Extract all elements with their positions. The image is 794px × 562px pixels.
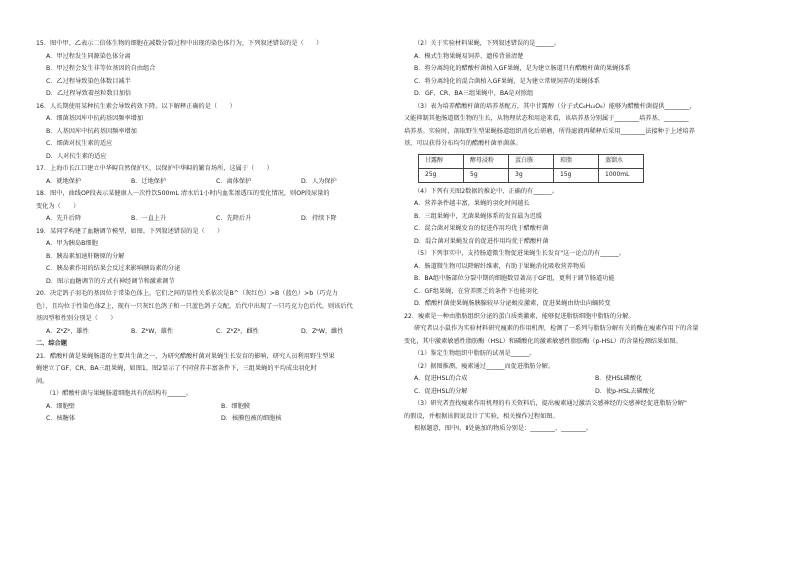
question-16: [36, 101, 386, 164]
option-b: B．三组果蝇中，无菌果蝇体系的发育最为迟缓: [414, 212, 542, 220]
option-a: A．先升后降: [46, 215, 82, 222]
question-stem: （5）下列事实中，支持肠道微生物促进果蝇生长发育"这一论点的有______。: [414, 250, 625, 257]
option-b: B．迁地保护: [131, 177, 167, 185]
option-b: B．细胞膜: [221, 402, 250, 410]
option-a: A．细菌基因库中抗药基因频率增加: [46, 115, 144, 122]
question-22: [404, 311, 766, 436]
question-stem: 18．图中，曲线OP段表示某健康人一次性饮500mL 清水后1小时内血浆渗透压的变化情况，则OP段尿量的: [36, 190, 330, 197]
sub-question-5: [404, 248, 766, 311]
option-c: C．乙过程导致染色体数目减半: [46, 77, 131, 85]
option-c: C．促进HSL的分解: [414, 387, 468, 395]
table-cell: 3g: [509, 168, 554, 182]
option-c: C．将分离纯化的混合菌植入GF果蝇，是为建立常规饲养的果蝇体系: [414, 77, 600, 85]
option-b: B．人基因库中抗药基因频率增加: [46, 127, 137, 135]
option-c: C．离体保护: [216, 177, 252, 185]
question-stem-cont: 色），且均位于性染色体Z上，现有一只灰红色鸽子和一只蓝色鸽子交配，后代中出现了一只巧克力色后代。则该后代: [36, 302, 353, 310]
option-d: D．人对抗生素的适应: [46, 152, 107, 160]
paragraph-line: 研究者以小鼠作为实验材料研究瘦素的作用机理，检测了一系列与脂肪分解有关的酶在瘦素作用下的含量: [414, 325, 699, 332]
option-d: D．持续下降: [301, 215, 337, 222]
option-d: D．醋酸杆菌使果蝇肠胰腺较早分泌蜕皮激素，促进果蝇由幼虫向蛹转变: [414, 300, 611, 307]
question-stem: 19．某同学构建了血糖调节模型，如图。下列叙述错误的是（ ）: [36, 227, 224, 235]
option-c: C．先降后升: [216, 215, 252, 222]
options-row: [36, 326, 386, 339]
option-a: A．促进HSL的合成: [414, 375, 468, 382]
question-stem: 15．图中甲、乙表示二倍体生物的细胞在减数分裂过程中出现的染色体行为，下列叙述错误的是（ ）: [36, 40, 323, 47]
option-d: D．核膜包被的细胞核: [221, 415, 282, 422]
question-stem-cont: 基因型和性别分别是（ ）: [36, 315, 117, 322]
option-c: C．核糖体: [46, 415, 76, 422]
options-row: [36, 413, 386, 426]
option-a: A．就地保护: [46, 177, 82, 185]
question-18: [36, 188, 386, 226]
option-a: A．模式生物果蝇易饲养、遗传背景清楚: [414, 52, 524, 60]
sub-question-3: [404, 101, 766, 183]
option-d: D．混合菌对果蝇发育的促进作用均优于醋酸杆菌: [414, 237, 549, 245]
table-header-cell: 酵母浸粉: [464, 154, 509, 168]
option-d: D．使p-HSL去磷酸化: [595, 387, 656, 395]
option-c: C．胰岛素作用的结果会反过来影响胰岛素的分泌: [46, 265, 181, 272]
option-d: D．乙过程导致着丝粒数目加倍: [46, 90, 132, 97]
question-stem-cont: 蝇建立了GF、CR、BA三组果蝇，如图1，图2显示了不同营养丰富条件下，三组果蝇的平均成虫羽化时: [36, 365, 317, 372]
options-row: [36, 176, 386, 189]
question-19: [36, 226, 386, 289]
sub-question-3-cont: 的假设，并根据该假说设计了实验，相关操作过程如图。: [404, 412, 559, 420]
option-a: A．细胞壁: [46, 402, 75, 410]
table-header-cell: 琼脂: [554, 154, 599, 168]
sub-question-1: （1）醋酸杆菌与果蝇肠道细胞共有的结构有______。: [46, 390, 193, 397]
table-cell: 25g: [419, 168, 464, 182]
question-17: [36, 163, 386, 188]
option-d: D．人为保护: [301, 177, 337, 185]
question-20: [36, 288, 386, 338]
question-stem: 21．醋酸杆菌是果蝇肠道的主要共生菌之一，为研究醋酸杆菌对果蝇生长发育的影响，研究人员利用野生型果: [36, 352, 335, 360]
table-header-cell: 甘露醇: [419, 154, 464, 168]
sub-question-3: （3）研究者查找瘦素作用机理的有关资料后，提出瘦素通过激活交感神经的交感神经促进脂肪分解": [414, 400, 687, 407]
table-header-cell: 蒸馏水: [599, 154, 644, 168]
options-row: [36, 213, 386, 226]
option-d: D．ZᵇW，雌性: [301, 327, 344, 335]
left-column: [36, 0, 386, 426]
option-b: B．使HSL磷酸化: [595, 375, 643, 382]
table-header-row: [419, 154, 644, 168]
options-row: [36, 401, 386, 414]
option-a: A．甲过程发生同源染色体分离: [46, 52, 131, 60]
question-stem-cont: 变化为（ ）: [36, 202, 80, 210]
paragraph-line: 又能抑制其他肠道微生物的生长，从物理状态和用途来看，该培养基分别属于________培养基、________: [404, 115, 689, 122]
right-column: [404, 0, 766, 436]
paragraph-line: 基，可以获得分布均匀的醋酸杆菌单菌落。: [404, 140, 522, 147]
medium-recipe-table: [418, 154, 644, 183]
option-d: D．GF、CR、BA三组果蝇中，BA是对照组: [414, 90, 534, 97]
option-b: B．ZᵇW，雄性: [131, 327, 174, 335]
option-c: C．ZᵇZᵇ，雌性: [216, 327, 259, 335]
option-c: C．细菌对抗生素的适应: [46, 140, 113, 147]
sub-question-2: [404, 38, 766, 101]
question-stem-cont: 间。: [36, 377, 49, 385]
sub-question-1: （1）鉴定生物组织中脂肪的试剂是______。: [414, 350, 536, 357]
table-cell: 1000mL: [599, 168, 644, 182]
section-title: 二、综合题: [36, 340, 67, 347]
question-21: [36, 351, 386, 426]
option-b: B．BA组中肠部位分裂中期的细胞数显著高于GF组，更利于调节肠道功能: [414, 275, 615, 282]
paragraph-line: 变化，其中激素敏感性脂肪酶（HSL）和磷酸化的激素敏感性脂肪酶（p-HSL）的含量检测结果如图。: [404, 337, 682, 345]
option-b: B．将分离纯化的醋酸杆菌植入GF果蝇，是为建立肠道只有醋酸杆菌的果蝇体系: [414, 65, 631, 72]
sub-question-2: （2）据图推测，瘦素通过______而促进脂肪分解。: [414, 362, 555, 370]
table-row: [419, 168, 644, 182]
sub-question-4: [404, 186, 766, 249]
option-a: A．肠道微生物可以降解纤维素，有助于果蝇消化吸收营养物质: [414, 262, 586, 270]
question-stem: 17．上海市长江口建立中华鲟自然保护区，以保护中华鲟的繁育场所，这属于（ ）: [36, 165, 273, 172]
table-cell: 5g: [464, 168, 509, 182]
question-stem: 20．决定鸽子羽毛的基因位于常染色体上，它们之间的显性关系依次是B^（灰红色）>B（蓝色）>b（巧克力: [36, 290, 338, 297]
options-row: [404, 386, 766, 399]
question-stem: （2）关于实验材料果蝇，下列叙述错误的是______。: [414, 40, 561, 47]
option-b: B．胰岛素加速肝糖原的分解: [46, 252, 125, 260]
table-cell: 15g: [554, 168, 599, 182]
question-stem: （4）下列有关图2数据的推论中，正确的有______。: [414, 187, 558, 195]
question-stem: 16．人长期使用某种抗生素会导致药效下降。以下解释正确的是（ ）: [36, 102, 236, 110]
question-15: [36, 38, 386, 101]
option-d: D．图示血糖调节的方式有神经调节和激素调节: [46, 277, 175, 285]
option-c: C．混合菌对果蝇发育的促进作用均优于醋酸杆菌: [414, 225, 549, 232]
option-a: A．ZᵇZᵇ，雄性: [46, 327, 89, 335]
paragraph-line: （3）表为培养醋酸杆菌的培养基配方，其中甘露醇（分子式C₆H₁₄O₆）能够为醋酸杆菌提供________，: [414, 102, 696, 110]
table-header-cell: 蛋白胨: [509, 154, 554, 168]
option-c: C．GF组果蝇，在营养匮乏的条件下也能羽化: [414, 287, 539, 295]
option-b: B．甲过程会发生非等位基因的自由组合: [46, 65, 156, 72]
paragraph-line: 培养基。实验时，剖取野生型果蝇肠道组织消化后研磨，所得滤液再稀释后采用________法接种于上述培养: [404, 127, 695, 135]
options-row: [404, 373, 766, 386]
option-a: A．甲为胰岛B细胞: [46, 240, 98, 247]
option-b: B．一直上升: [131, 215, 167, 222]
option-a: A．营养条件越丰富，果蝇的羽化时间越长: [414, 200, 530, 207]
sub-question-3-prompt: 根据题意，图中Ⅰ、Ⅱ处施加的物质分别是：________、________。: [414, 425, 593, 432]
question-stem: 22．瘦素是一种由脂肪组织分泌的蛋白质类激素，能够促进脂肪细胞中脂肪的分解。: [404, 312, 635, 320]
